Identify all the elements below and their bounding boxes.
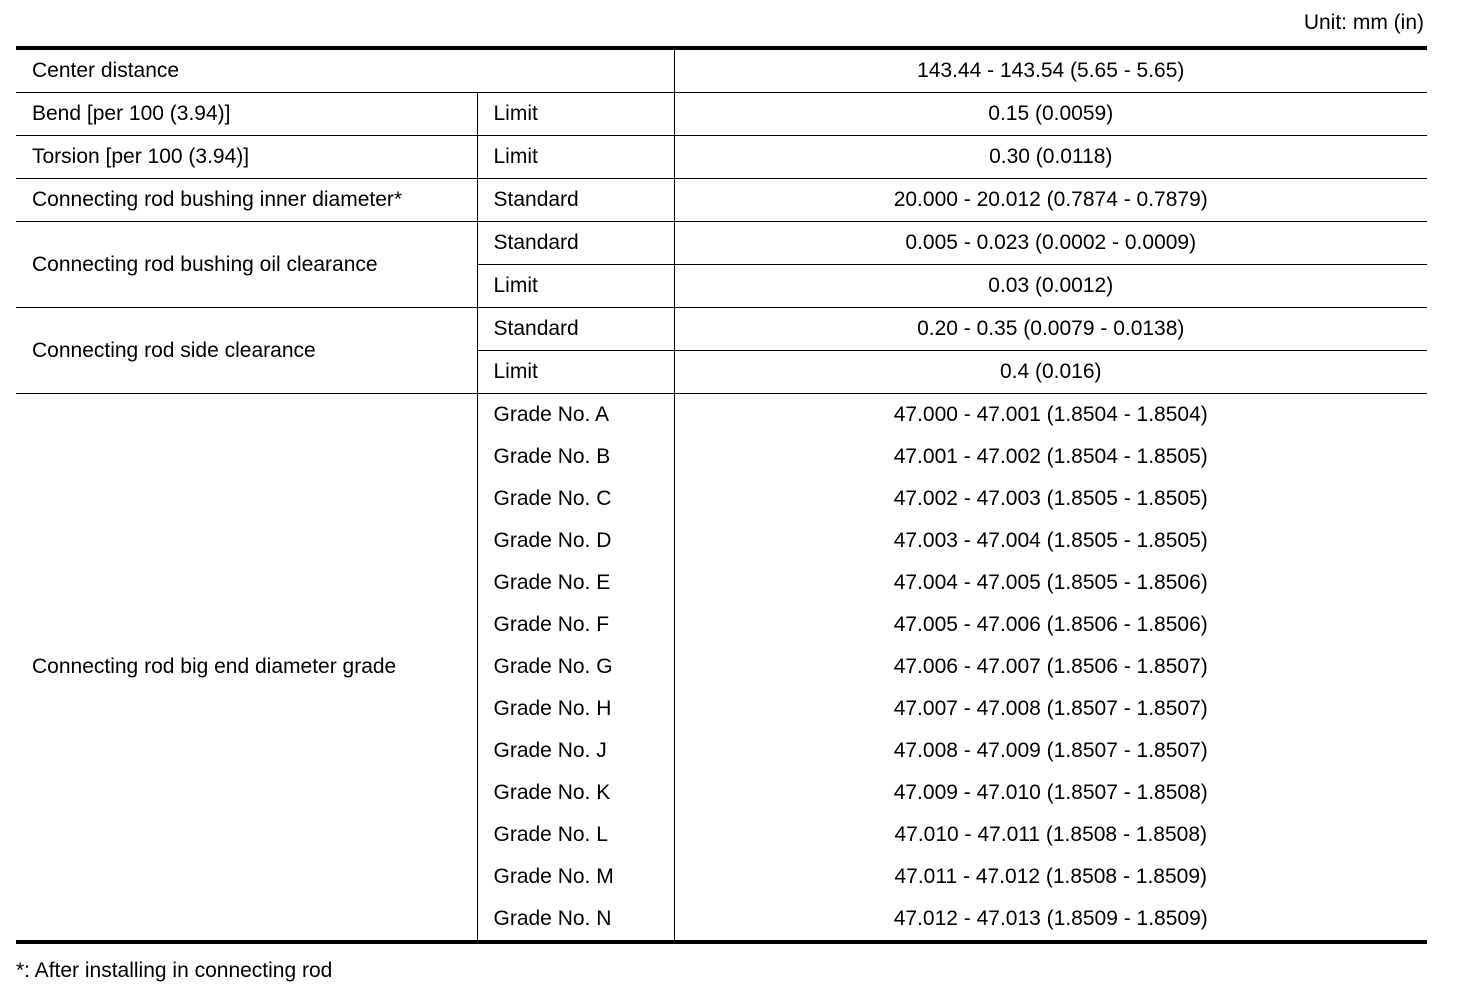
grade-label: Grade No. A [477, 394, 674, 437]
grade-label: Grade No. B [477, 436, 674, 478]
item-center-distance: Center distance [32, 59, 180, 82]
grade-value: 47.006 - 47.007 (1.8506 - 1.8507) [674, 646, 1427, 688]
value-side-clearance-limit: 0.4 (0.016) [674, 351, 1427, 394]
grade-value: 47.011 - 47.012 (1.8508 - 1.8509) [674, 856, 1427, 898]
sub-side-clearance-standard: Standard [477, 308, 674, 351]
value-torsion: 0.30 (0.0118) [674, 136, 1427, 179]
grade-value: 47.009 - 47.010 (1.8507 - 1.8508) [674, 772, 1427, 814]
item-big-end-diameter-grade: Connecting rod big end diameter grade [16, 394, 477, 943]
table-row-bushing-inner-diameter [16, 179, 1427, 222]
sub-bushing-oil-standard: Standard [477, 222, 674, 265]
sub-side-clearance-limit: Limit [477, 351, 674, 394]
value-bushing-inner-diameter: 20.000 - 20.012 (0.7874 - 0.7879) [674, 179, 1427, 222]
grade-label: Grade No. M [477, 856, 674, 898]
grade-label: Grade No. E [477, 562, 674, 604]
grade-label: Grade No. L [477, 814, 674, 856]
grade-label: Grade No. J [477, 730, 674, 772]
unit-label: Unit: mm (in) [1303, 11, 1424, 34]
grade-value: 47.005 - 47.006 (1.8506 - 1.8506) [674, 604, 1427, 646]
value-bend: 0.15 (0.0059) [674, 93, 1427, 136]
footnote: *: After installing in connecting rod [16, 959, 333, 982]
grade-label: Grade No. F [477, 604, 674, 646]
item-bushing-inner-diameter: Connecting rod bushing inner diameter* [16, 179, 477, 222]
connecting-rod-spec-table [16, 46, 1427, 944]
grade-value: 47.004 - 47.005 (1.8505 - 1.8506) [674, 562, 1427, 604]
grade-value: 47.002 - 47.003 (1.8505 - 1.8505) [674, 478, 1427, 520]
table-row-torsion [16, 136, 1427, 179]
item-bushing-oil-clearance: Connecting rod bushing oil clearance [16, 222, 477, 308]
grade-value: 47.008 - 47.009 (1.8507 - 1.8507) [674, 730, 1427, 772]
value-center-distance: 143.44 - 143.54 (5.65 - 5.65) [674, 48, 1427, 93]
grade-label: Grade No. N [477, 898, 674, 942]
grade-label: Grade No. D [477, 520, 674, 562]
table-row-grade [16, 394, 1427, 437]
item-bend: Bend [per 100 (3.94)] [16, 93, 477, 136]
grade-value: 47.001 - 47.002 (1.8504 - 1.8505) [674, 436, 1427, 478]
table-row-bushing-oil-standard [16, 222, 1427, 265]
table-row-bend [16, 93, 1427, 136]
value-side-clearance-standard: 0.20 - 0.35 (0.0079 - 0.0138) [674, 308, 1427, 351]
value-bushing-oil-standard: 0.005 - 0.023 (0.0002 - 0.0009) [674, 222, 1427, 265]
item-side-clearance: Connecting rod side clearance [16, 308, 477, 394]
grade-label: Grade No. H [477, 688, 674, 730]
item-torsion: Torsion [per 100 (3.94)] [16, 136, 477, 179]
grade-value: 47.000 - 47.001 (1.8504 - 1.8504) [674, 394, 1427, 437]
grade-value: 47.003 - 47.004 (1.8505 - 1.8505) [674, 520, 1427, 562]
table-row-center-distance [16, 48, 1427, 93]
grade-label: Grade No. C [477, 478, 674, 520]
grade-value: 47.007 - 47.008 (1.8507 - 1.8507) [674, 688, 1427, 730]
sub-bushing-oil-limit: Limit [477, 265, 674, 308]
grade-label: Grade No. G [477, 646, 674, 688]
grade-value: 47.012 - 47.013 (1.8509 - 1.8509) [674, 898, 1427, 942]
grade-value: 47.010 - 47.011 (1.8508 - 1.8508) [674, 814, 1427, 856]
grade-label: Grade No. K [477, 772, 674, 814]
value-bushing-oil-limit: 0.03 (0.0012) [674, 265, 1427, 308]
table-row-side-clearance-standard [16, 308, 1427, 351]
sub-bushing-inner-diameter: Standard [477, 179, 674, 222]
sub-bend: Limit [477, 93, 674, 136]
sub-torsion: Limit [477, 136, 674, 179]
